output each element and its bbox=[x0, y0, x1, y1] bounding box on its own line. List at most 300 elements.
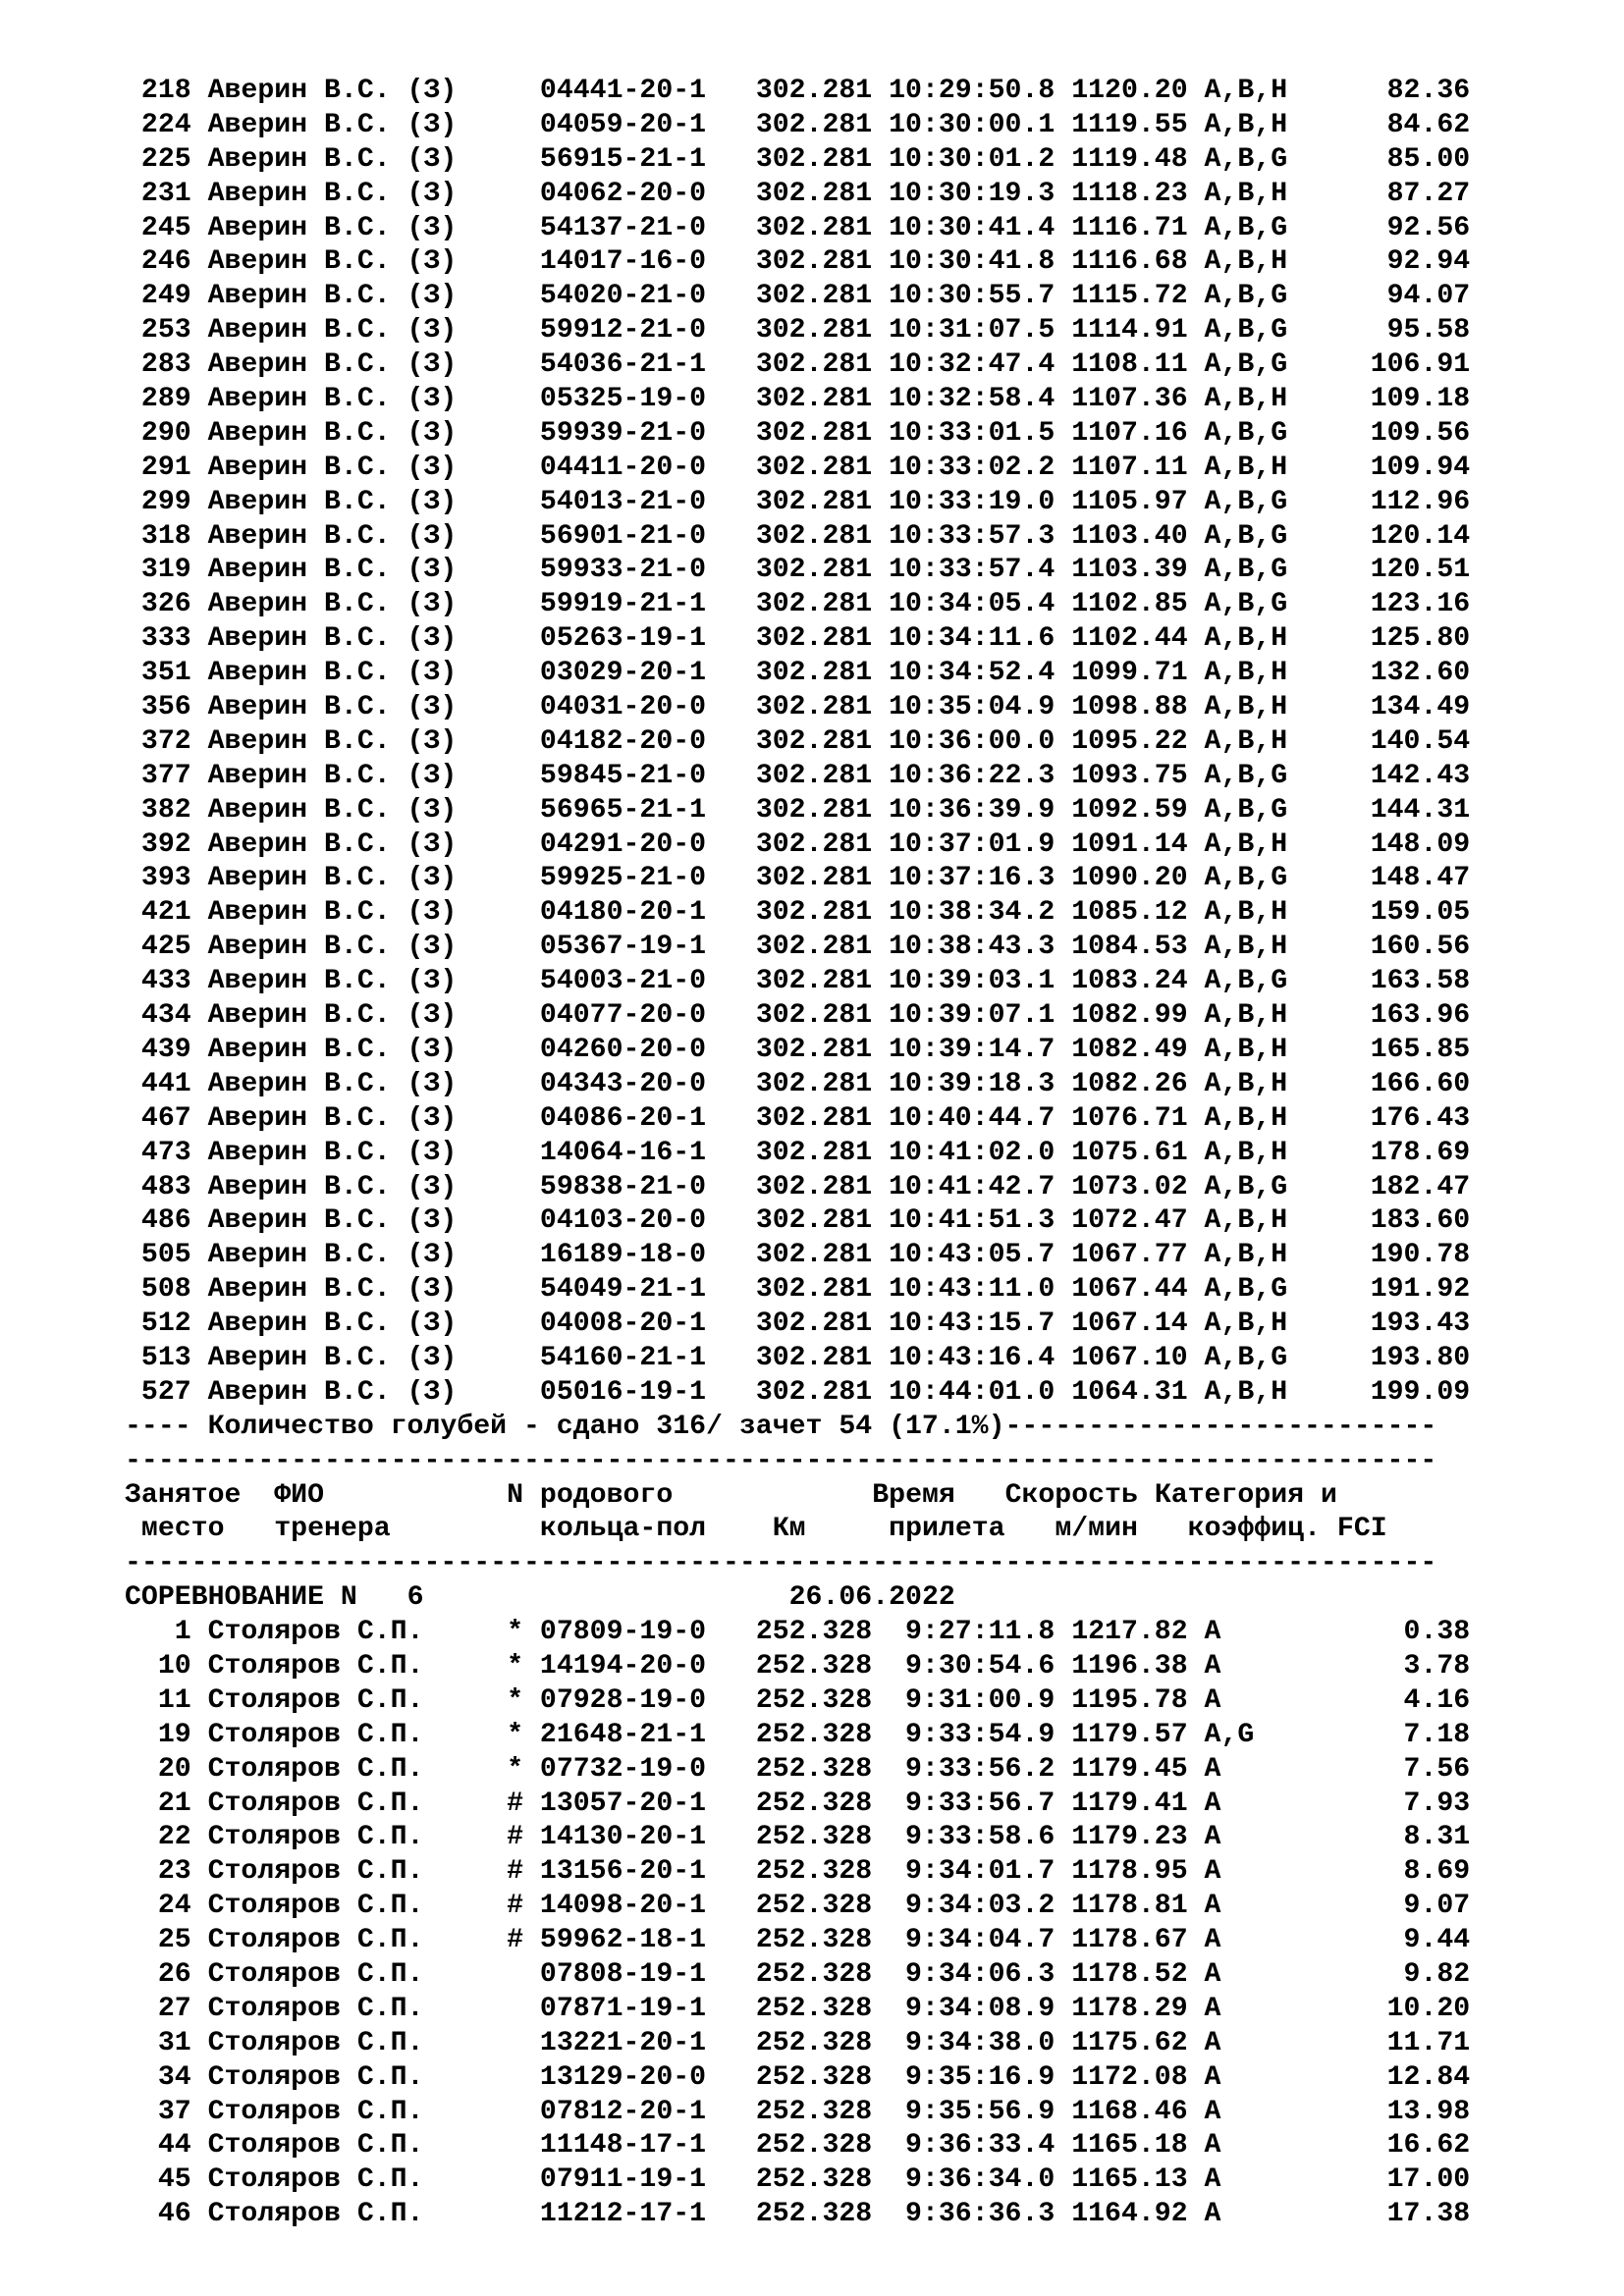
cell-cat: A,B,G bbox=[1204, 486, 1354, 517]
cell-time: 10:30:41.8 bbox=[889, 246, 1072, 278]
cell-ring: 54160-21-1 bbox=[539, 1342, 756, 1373]
cell-name: Аверин В.С. (З) bbox=[207, 932, 508, 963]
cell-speed: 1179.45 bbox=[1071, 1753, 1205, 1785]
result-row bbox=[125, 452, 1597, 486]
result-row bbox=[125, 143, 1597, 178]
cell-name: Аверин В.С. (З) bbox=[207, 76, 508, 106]
cell-place: 527 bbox=[125, 1376, 208, 1408]
cell-ring: 04260-20-0 bbox=[539, 1034, 756, 1065]
cell-km: 302.281 bbox=[755, 555, 890, 586]
cell-mark bbox=[507, 2164, 540, 2195]
cell-name: Аверин В.С. (З) bbox=[207, 315, 508, 347]
cell-time: 10:30:19.3 bbox=[889, 178, 1072, 209]
cell-place: 486 bbox=[125, 1205, 208, 1237]
cell-ring: 54003-21-0 bbox=[539, 966, 756, 997]
cell-km: 252.328 bbox=[755, 1958, 890, 1990]
cell-coef: 112.96 bbox=[1353, 486, 1471, 517]
cell-time: 10:29:50.8 bbox=[889, 76, 1072, 106]
cell-mark bbox=[507, 144, 540, 175]
cell-cat: A,B,G bbox=[1204, 143, 1354, 175]
cell-mark bbox=[507, 555, 540, 585]
cell-time: 9:31:00.9 bbox=[889, 1684, 1072, 1716]
cell-time: 10:30:00.1 bbox=[889, 109, 1072, 140]
cell-ring: 04103-20-0 bbox=[539, 1205, 756, 1237]
cell-time: 10:43:16.4 bbox=[889, 1342, 1072, 1373]
cell-cat: A,B,G bbox=[1204, 555, 1354, 586]
cell-place: 231 bbox=[125, 178, 208, 209]
header-km: Км bbox=[772, 1514, 806, 1545]
cell-time: 10:32:47.4 bbox=[889, 349, 1072, 381]
cell-coef: 182.47 bbox=[1353, 1171, 1471, 1202]
cell-cat: A bbox=[1204, 1958, 1354, 1990]
cell-speed: 1082.26 bbox=[1071, 1068, 1205, 1099]
header-place-2: место bbox=[140, 1514, 225, 1545]
cell-place: 318 bbox=[125, 520, 208, 552]
cell-ring: 07928-19-0 bbox=[539, 1684, 756, 1716]
cell-cat: A,B,H bbox=[1204, 76, 1354, 106]
cell-km: 302.281 bbox=[755, 1000, 890, 1032]
result-row bbox=[125, 245, 1597, 280]
cell-cat: A bbox=[1204, 1993, 1354, 2024]
cell-km: 302.281 bbox=[755, 1171, 890, 1202]
competition-date: 26.06.2022 bbox=[788, 1582, 955, 1614]
cell-place: 10 bbox=[125, 1650, 208, 1682]
cell-time: 9:35:56.9 bbox=[889, 2096, 1072, 2127]
cell-coef: 109.56 bbox=[1353, 417, 1471, 449]
cell-name: Аверин В.С. (З) bbox=[207, 1171, 508, 1202]
cell-km: 252.328 bbox=[755, 1617, 890, 1648]
cell-km: 252.328 bbox=[755, 1788, 890, 1819]
cell-place: 473 bbox=[125, 1137, 208, 1168]
cell-cat: A,B,G bbox=[1204, 794, 1354, 826]
cell-km: 302.281 bbox=[755, 1240, 890, 1271]
result-row bbox=[125, 1924, 1597, 1958]
cell-time: 10:43:05.7 bbox=[889, 1240, 1072, 1271]
cell-place: 283 bbox=[125, 349, 208, 381]
cell-ring: 07911-19-1 bbox=[539, 2164, 756, 2196]
cell-mark bbox=[507, 1240, 540, 1270]
cell-coef: 183.60 bbox=[1353, 1205, 1471, 1237]
cell-km: 302.281 bbox=[755, 1102, 890, 1134]
result-row bbox=[125, 1650, 1597, 1684]
cell-name: Аверин В.С. (З) bbox=[207, 863, 508, 894]
cell-name: Аверин В.С. (З) bbox=[207, 589, 508, 620]
cell-cat: A,B,G bbox=[1204, 966, 1354, 997]
cell-mark bbox=[507, 2097, 540, 2127]
cell-speed: 1116.68 bbox=[1071, 246, 1205, 278]
cell-coef: 176.43 bbox=[1353, 1102, 1471, 1134]
cell-speed: 1084.53 bbox=[1071, 932, 1205, 963]
cell-time: 10:37:01.9 bbox=[889, 828, 1072, 860]
cell-mark: * bbox=[507, 1684, 540, 1716]
cell-ring: 03029-20-1 bbox=[539, 658, 756, 689]
cell-place: 21 bbox=[125, 1788, 208, 1819]
cell-time: 10:41:51.3 bbox=[889, 1205, 1072, 1237]
cell-mark: # bbox=[507, 1822, 540, 1853]
cell-coef: 8.31 bbox=[1353, 1822, 1471, 1853]
cell-km: 302.281 bbox=[755, 1376, 890, 1408]
cell-km: 302.281 bbox=[755, 246, 890, 278]
cell-speed: 1091.14 bbox=[1071, 828, 1205, 860]
cell-speed: 1178.95 bbox=[1071, 1856, 1205, 1888]
cell-mark bbox=[507, 349, 540, 380]
cell-coef: 178.69 bbox=[1353, 1137, 1471, 1168]
cell-cat: A,B,H bbox=[1204, 178, 1354, 209]
cell-time: 10:30:55.7 bbox=[889, 281, 1072, 312]
header-trainer: тренера bbox=[274, 1514, 391, 1545]
result-row bbox=[125, 1342, 1597, 1376]
cell-cat: A,B,G bbox=[1204, 1274, 1354, 1306]
cell-mark bbox=[507, 1343, 540, 1373]
cell-km: 302.281 bbox=[755, 1034, 890, 1065]
cell-place: 513 bbox=[125, 1342, 208, 1373]
cell-mark bbox=[507, 726, 540, 757]
cell-coef: 134.49 bbox=[1353, 692, 1471, 723]
cell-km: 302.281 bbox=[755, 897, 890, 929]
cell-cat: A bbox=[1204, 1925, 1354, 1956]
cell-mark bbox=[507, 521, 540, 552]
cell-ring: 13221-20-1 bbox=[539, 2027, 756, 2058]
cell-time: 10:34:52.4 bbox=[889, 658, 1072, 689]
cell-coef: 166.60 bbox=[1353, 1068, 1471, 1099]
cell-name: Аверин В.С. (З) bbox=[207, 555, 508, 586]
cell-km: 302.281 bbox=[755, 589, 890, 620]
cell-place: 45 bbox=[125, 2164, 208, 2196]
cell-ring: 07809-19-0 bbox=[539, 1617, 756, 1648]
cell-time: 10:30:41.4 bbox=[889, 212, 1072, 243]
cell-coef: 84.62 bbox=[1353, 109, 1471, 140]
cell-mark bbox=[507, 966, 540, 996]
cell-mark bbox=[507, 2062, 540, 2093]
cell-mark: # bbox=[507, 1891, 540, 1922]
cell-km: 252.328 bbox=[755, 1891, 890, 1922]
result-row bbox=[125, 691, 1597, 725]
cell-cat: A,B,G bbox=[1204, 349, 1354, 381]
cell-time: 10:39:03.1 bbox=[889, 966, 1072, 997]
cell-km: 302.281 bbox=[755, 315, 890, 347]
cell-speed: 1102.85 bbox=[1071, 589, 1205, 620]
cell-time: 10:39:07.1 bbox=[889, 1000, 1072, 1032]
cell-km: 252.328 bbox=[755, 1719, 890, 1750]
cell-place: 333 bbox=[125, 623, 208, 655]
cell-km: 252.328 bbox=[755, 1925, 890, 1956]
cell-cat: A,B,H bbox=[1204, 1240, 1354, 1271]
result-row bbox=[125, 2163, 1597, 2198]
cell-cat: A bbox=[1204, 2164, 1354, 2196]
cell-speed: 1092.59 bbox=[1071, 794, 1205, 826]
cell-speed: 1118.23 bbox=[1071, 178, 1205, 209]
cell-time: 9:36:33.4 bbox=[889, 2130, 1072, 2162]
cell-place: 421 bbox=[125, 897, 208, 929]
cell-ring: 07871-19-1 bbox=[539, 1993, 756, 2024]
cell-place: 24 bbox=[125, 1891, 208, 1922]
cell-speed: 1108.11 bbox=[1071, 349, 1205, 381]
cell-ring: 59939-21-0 bbox=[539, 417, 756, 449]
cell-coef: 82.36 bbox=[1353, 76, 1471, 106]
cell-place: 225 bbox=[125, 143, 208, 175]
cell-ring: 13156-20-1 bbox=[539, 1856, 756, 1888]
cell-cat: A,B,G bbox=[1204, 520, 1354, 552]
cell-km: 302.281 bbox=[755, 658, 890, 689]
cell-time: 9:33:56.2 bbox=[889, 1753, 1072, 1785]
cell-name: Аверин В.С. (З) bbox=[207, 1308, 508, 1340]
cell-time: 10:44:01.0 bbox=[889, 1376, 1072, 1408]
cell-speed: 1178.29 bbox=[1071, 1993, 1205, 2024]
cell-place: 289 bbox=[125, 384, 208, 415]
result-row bbox=[125, 280, 1597, 314]
cell-coef: 140.54 bbox=[1353, 725, 1471, 757]
cell-ring: 59845-21-0 bbox=[539, 760, 756, 791]
cell-speed: 1064.31 bbox=[1071, 1376, 1205, 1408]
cell-cat: A bbox=[1204, 1650, 1354, 1682]
cell-ring: 04411-20-0 bbox=[539, 452, 756, 483]
cell-coef: 8.69 bbox=[1353, 1856, 1471, 1888]
result-row bbox=[125, 212, 1597, 246]
cell-km: 302.281 bbox=[755, 143, 890, 175]
cell-speed: 1178.81 bbox=[1071, 1891, 1205, 1922]
cell-mark bbox=[507, 2028, 540, 2058]
cell-speed: 1067.14 bbox=[1071, 1308, 1205, 1340]
result-row bbox=[125, 760, 1597, 794]
result-row bbox=[125, 520, 1597, 555]
cell-km: 302.281 bbox=[755, 725, 890, 757]
cell-ring: 14098-20-1 bbox=[539, 1891, 756, 1922]
cell-place: 299 bbox=[125, 486, 208, 517]
cell-time: 9:34:03.2 bbox=[889, 1891, 1072, 1922]
header-ring: N родового bbox=[507, 1479, 674, 1511]
cell-mark bbox=[507, 1377, 540, 1408]
cell-km: 302.281 bbox=[755, 794, 890, 826]
cell-ring: 14017-16-0 bbox=[539, 246, 756, 278]
cell-cat: A,B,G bbox=[1204, 417, 1354, 449]
result-row bbox=[125, 2061, 1597, 2096]
cell-coef: 109.18 bbox=[1353, 384, 1471, 415]
cell-time: 9:34:38.0 bbox=[889, 2027, 1072, 2058]
cell-km: 302.281 bbox=[755, 863, 890, 894]
cell-speed: 1196.38 bbox=[1071, 1650, 1205, 1682]
cell-cat: A bbox=[1204, 2130, 1354, 2162]
cell-name: Столяров С.П. bbox=[207, 2130, 508, 2162]
cell-mark bbox=[507, 2199, 540, 2229]
result-row bbox=[125, 657, 1597, 691]
header-coef: коэффиц. FCI bbox=[1187, 1514, 1387, 1545]
cell-coef: 92.94 bbox=[1353, 246, 1471, 278]
cell-mark bbox=[507, 863, 540, 893]
cell-speed: 1172.08 bbox=[1071, 2061, 1205, 2093]
cell-coef: 16.62 bbox=[1353, 2130, 1471, 2162]
results-sheet bbox=[125, 75, 1597, 2232]
cell-place: 393 bbox=[125, 863, 208, 894]
competition-line bbox=[125, 1581, 1597, 1616]
cell-place: 441 bbox=[125, 1068, 208, 1099]
result-row bbox=[125, 1137, 1597, 1171]
cell-speed: 1107.36 bbox=[1071, 384, 1205, 415]
cell-name: Аверин В.С. (З) bbox=[207, 417, 508, 449]
cell-mark bbox=[507, 1308, 540, 1339]
cell-coef: 191.92 bbox=[1353, 1274, 1471, 1306]
cell-coef: 12.84 bbox=[1353, 2061, 1471, 2093]
cell-ring: 54137-21-0 bbox=[539, 212, 756, 243]
cell-place: 326 bbox=[125, 589, 208, 620]
cell-ring: 54020-21-0 bbox=[539, 281, 756, 312]
cell-time: 10:41:42.7 bbox=[889, 1171, 1072, 1202]
header-ring-2: кольца-пол bbox=[539, 1514, 707, 1545]
cell-km: 252.328 bbox=[755, 1684, 890, 1716]
cell-place: 245 bbox=[125, 212, 208, 243]
cell-coef: 148.09 bbox=[1353, 828, 1471, 860]
cell-cat: A,B,G bbox=[1204, 589, 1354, 620]
cell-place: 483 bbox=[125, 1171, 208, 1202]
cell-speed: 1095.22 bbox=[1071, 725, 1205, 757]
cell-time: 10:36:22.3 bbox=[889, 760, 1072, 791]
cell-coef: 9.44 bbox=[1353, 1925, 1471, 1956]
cell-ring: 14064-16-1 bbox=[539, 1137, 756, 1168]
cell-name: Аверин В.С. (З) bbox=[207, 520, 508, 552]
result-row bbox=[125, 1684, 1597, 1719]
cell-name: Столяров С.П. bbox=[207, 1891, 508, 1922]
cell-cat: A,B,H bbox=[1204, 246, 1354, 278]
cell-cat: A bbox=[1204, 1891, 1354, 1922]
cell-ring: 14194-20-0 bbox=[539, 1650, 756, 1682]
cell-place: 505 bbox=[125, 1240, 208, 1271]
cell-place: 44 bbox=[125, 2130, 208, 2162]
result-row bbox=[125, 417, 1597, 452]
competition-number: 6 bbox=[406, 1582, 424, 1614]
cell-name: Столяров С.П. bbox=[207, 1822, 508, 1853]
cell-speed: 1098.88 bbox=[1071, 692, 1205, 723]
cell-mark bbox=[507, 418, 540, 449]
cell-cat: A,B,G bbox=[1204, 1342, 1354, 1373]
cell-coef: 9.07 bbox=[1353, 1891, 1471, 1922]
cell-cat: A bbox=[1204, 2096, 1354, 2127]
cell-cat: A bbox=[1204, 1788, 1354, 1819]
result-row bbox=[125, 1890, 1597, 1924]
result-row bbox=[125, 1171, 1597, 1205]
cell-mark bbox=[507, 1138, 540, 1168]
cell-km: 302.281 bbox=[755, 1342, 890, 1373]
cell-cat: A,B,H bbox=[1204, 1102, 1354, 1134]
result-row bbox=[125, 999, 1597, 1034]
cell-coef: 123.16 bbox=[1353, 589, 1471, 620]
cell-time: 9:27:11.8 bbox=[889, 1617, 1072, 1648]
cell-time: 10:34:11.6 bbox=[889, 623, 1072, 655]
cell-cat: A,B,H bbox=[1204, 932, 1354, 963]
cell-ring: 05263-19-1 bbox=[539, 623, 756, 655]
cell-speed: 1090.20 bbox=[1071, 863, 1205, 894]
header-category: Категория и bbox=[1154, 1479, 1337, 1511]
cell-km: 252.328 bbox=[755, 1993, 890, 2024]
cell-coef: 85.00 bbox=[1353, 143, 1471, 175]
cell-cat: A,B,H bbox=[1204, 1068, 1354, 1099]
cell-cat: A,B,H bbox=[1204, 725, 1354, 757]
cell-name: Столяров С.П. bbox=[207, 1617, 508, 1648]
cell-name: Аверин В.С. (З) bbox=[207, 1274, 508, 1306]
cell-ring: 59912-21-0 bbox=[539, 315, 756, 347]
cell-ring: 04059-20-1 bbox=[539, 109, 756, 140]
cell-name: Аверин В.С. (З) bbox=[207, 623, 508, 655]
cell-mark: # bbox=[507, 1925, 540, 1956]
cell-speed: 1099.71 bbox=[1071, 658, 1205, 689]
cell-place: 356 bbox=[125, 692, 208, 723]
cell-place: 46 bbox=[125, 2199, 208, 2230]
cell-name: Столяров С.П. bbox=[207, 1788, 508, 1819]
cell-cat: A,B,G bbox=[1204, 760, 1354, 791]
cell-time: 10:36:00.0 bbox=[889, 725, 1072, 757]
cell-ring: 13129-20-0 bbox=[539, 2061, 756, 2093]
result-row bbox=[125, 109, 1597, 143]
cell-name: Аверин В.С. (З) bbox=[207, 109, 508, 140]
cell-km: 302.281 bbox=[755, 417, 890, 449]
cell-name: Столяров С.П. bbox=[207, 2061, 508, 2093]
cell-cat: A,B,H bbox=[1204, 1000, 1354, 1032]
cell-place: 425 bbox=[125, 932, 208, 963]
summary-line: ---- Количество голубей - сдано 316/ зачет 54 (17.1%)-------------------------- bbox=[125, 1411, 1437, 1442]
cell-coef: 109.94 bbox=[1353, 452, 1471, 483]
cell-time: 10:32:58.4 bbox=[889, 384, 1072, 415]
result-row bbox=[125, 383, 1597, 417]
result-row bbox=[125, 862, 1597, 896]
cell-coef: 7.93 bbox=[1353, 1788, 1471, 1819]
cell-time: 10:33:57.3 bbox=[889, 520, 1072, 552]
cell-name: Аверин В.С. (З) bbox=[207, 1240, 508, 1271]
cell-place: 26 bbox=[125, 1958, 208, 1990]
cell-mark bbox=[507, 1205, 540, 1236]
cell-name: Аверин В.С. (З) bbox=[207, 725, 508, 757]
cell-time: 10:43:11.0 bbox=[889, 1274, 1072, 1306]
cell-speed: 1103.39 bbox=[1071, 555, 1205, 586]
cell-name: Аверин В.С. (З) bbox=[207, 178, 508, 209]
cell-coef: 0.38 bbox=[1353, 1617, 1471, 1648]
result-row bbox=[125, 1068, 1597, 1102]
cell-km: 252.328 bbox=[755, 2027, 890, 2058]
cell-place: 319 bbox=[125, 555, 208, 586]
cell-place: 512 bbox=[125, 1308, 208, 1340]
cell-ring: 56965-21-1 bbox=[539, 794, 756, 826]
cell-name: Столяров С.П. bbox=[207, 1650, 508, 1682]
cell-ring: 13057-20-1 bbox=[539, 1788, 756, 1819]
cell-speed: 1067.10 bbox=[1071, 1342, 1205, 1373]
cell-ring: 11148-17-1 bbox=[539, 2130, 756, 2162]
cell-name: Аверин В.С. (З) bbox=[207, 828, 508, 860]
cell-name: Столяров С.П. bbox=[207, 1753, 508, 1785]
cell-coef: 11.71 bbox=[1353, 2027, 1471, 2058]
cell-mark bbox=[507, 1274, 540, 1305]
cell-speed: 1105.97 bbox=[1071, 486, 1205, 517]
cell-km: 252.328 bbox=[755, 2130, 890, 2162]
result-row bbox=[125, 1034, 1597, 1068]
cell-mark: * bbox=[507, 1753, 540, 1785]
cell-cat: A,B,G bbox=[1204, 315, 1354, 347]
cell-name: Столяров С.П. bbox=[207, 2027, 508, 2058]
cell-name: Аверин В.С. (З) bbox=[207, 349, 508, 381]
cell-time: 9:30:54.6 bbox=[889, 1650, 1072, 1682]
cell-place: 392 bbox=[125, 828, 208, 860]
cell-mark bbox=[507, 1994, 540, 2024]
cell-name: Столяров С.П. bbox=[207, 1958, 508, 1990]
result-row bbox=[125, 554, 1597, 588]
cell-time: 9:34:08.9 bbox=[889, 1993, 1072, 2024]
cell-name: Столяров С.П. bbox=[207, 1719, 508, 1750]
cell-km: 302.281 bbox=[755, 1068, 890, 1099]
cell-speed: 1067.44 bbox=[1071, 1274, 1205, 1306]
result-row bbox=[125, 965, 1597, 999]
cell-speed: 1075.61 bbox=[1071, 1137, 1205, 1168]
cell-km: 302.281 bbox=[755, 178, 890, 209]
cell-ring: 04343-20-0 bbox=[539, 1068, 756, 1099]
cell-speed: 1179.23 bbox=[1071, 1822, 1205, 1853]
cell-mark bbox=[507, 384, 540, 414]
cell-km: 302.281 bbox=[755, 692, 890, 723]
